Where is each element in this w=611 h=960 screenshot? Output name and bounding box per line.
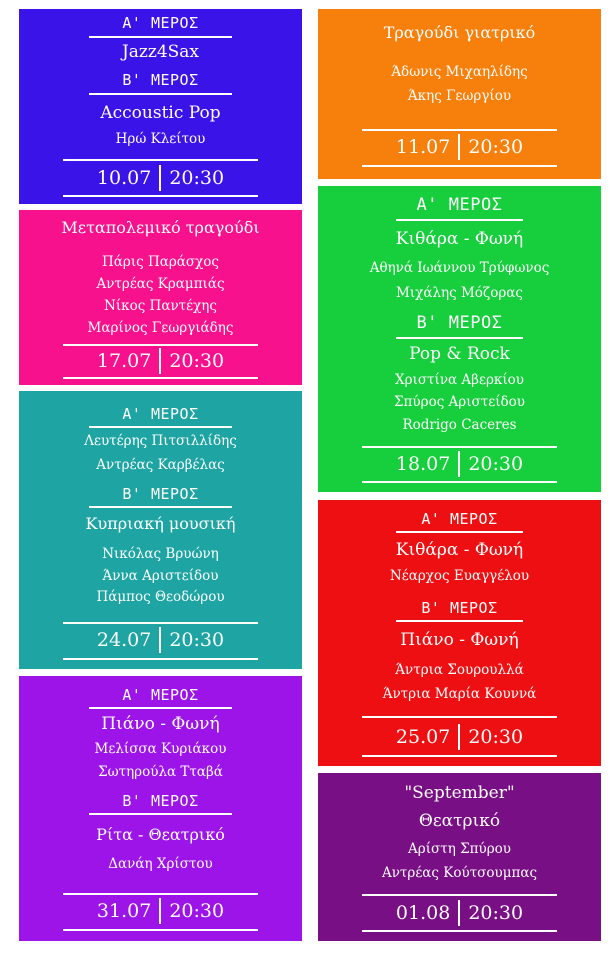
- event-date: 17.07: [96, 350, 152, 372]
- event-card-24-07: [19, 391, 302, 669]
- part-a-title: Jazz4Sax: [121, 42, 200, 62]
- event-title: Μεταπολεμικό τραγούδι: [61, 218, 260, 237]
- part-a-label: Α' ΜΕΡΟΣ: [122, 686, 199, 704]
- event-time: 20:30: [169, 350, 225, 372]
- event-time: 20:30: [169, 900, 225, 922]
- date-time: [19, 165, 302, 191]
- performer: Αρίστη Σπύρου: [408, 841, 511, 857]
- part-b-label: Β' ΜΕΡΟΣ: [122, 485, 199, 503]
- event-card-31-07: [19, 676, 302, 941]
- part-a-title: Κιθάρα - Φωνή: [395, 540, 524, 560]
- event-time: 20:30: [468, 902, 524, 924]
- part-a-label: Α' ΜΕΡΟΣ: [122, 14, 199, 32]
- performer: Νικόλας Βρυώνη: [102, 546, 219, 562]
- performer: Σπύρος Αριστείδου: [394, 394, 525, 410]
- part-b-label: Β' ΜΕΡΟΣ: [122, 792, 199, 810]
- event-date: 11.07: [395, 136, 451, 158]
- event-title: Τραγούδι γιατρικό: [383, 23, 536, 42]
- part-b-title: Κυπριακή μουσική: [85, 514, 236, 533]
- part-b-label: Β' ΜΕΡΟΣ: [416, 313, 503, 333]
- performer: Άννα Αριστείδου: [102, 568, 219, 584]
- performer: Rodrigo Caceres: [402, 417, 517, 433]
- performer: Ηρώ Κλείτου: [115, 131, 206, 147]
- event-time: 20:30: [468, 726, 524, 748]
- event-date: 01.08: [395, 902, 451, 924]
- date-time: [19, 898, 302, 924]
- date-time: [318, 900, 601, 926]
- date-time: [318, 724, 601, 750]
- performer: Αντρέας Κούτσουμπας: [381, 865, 538, 881]
- performer: Άκης Γεωργίου: [407, 88, 512, 104]
- event-time: 20:30: [468, 453, 524, 475]
- performer: Πάρις Παράσχος: [102, 254, 219, 270]
- performer: Μαρίνος Γεωργιάδης: [87, 320, 234, 336]
- event-date: 24.07: [96, 629, 152, 651]
- event-date: 25.07: [395, 726, 451, 748]
- performer: Άντρια Μαρία Κουννά: [382, 686, 537, 702]
- performer: Νέαρχος Ευαγγέλου: [389, 568, 530, 584]
- part-b-label: Β' ΜΕΡΟΣ: [122, 71, 199, 89]
- date-time: [318, 134, 601, 160]
- event-time: 20:30: [468, 136, 524, 158]
- part-b-label: Β' ΜΕΡΟΣ: [421, 599, 498, 617]
- performer: Άδωνις Μιχαηλίδης: [391, 64, 528, 80]
- part-a-title: Κιθάρα - Φωνή: [395, 229, 524, 249]
- date-time: [19, 348, 302, 374]
- event-card-10-07: [19, 9, 302, 204]
- performer: Αντρέας Καρβέλας: [96, 457, 225, 473]
- part-a-label: Α' ΜΕΡΟΣ: [122, 405, 199, 423]
- part-b-title: Pop & Rock: [409, 344, 510, 364]
- event-card-18-07: [318, 186, 601, 492]
- event-card-11-07: [318, 9, 601, 179]
- performer: Μιχάλης Μόζορας: [396, 285, 523, 301]
- performer: Μελίσσα Κυριάκου: [94, 741, 227, 757]
- part-a-label: Α' ΜΕΡΟΣ: [416, 195, 503, 215]
- date-time: [318, 451, 601, 477]
- date-time: [19, 627, 302, 653]
- event-date: 10.07: [96, 167, 152, 189]
- event-subtitle: Θεατρικό: [418, 811, 501, 831]
- part-b-title: Accoustic Pop: [100, 103, 221, 123]
- performer: Λευτέρης Πιτσιλλίδης: [84, 433, 237, 449]
- part-b-title: Ρίτα - Θεατρικό: [96, 825, 225, 844]
- event-title: "September": [404, 783, 515, 803]
- performer: Αθηνά Ιωάννου Τρύφωνος: [369, 260, 550, 276]
- event-card-17-07: [19, 210, 302, 385]
- event-date: 31.07: [96, 900, 152, 922]
- part-a-label: Α' ΜΕΡΟΣ: [421, 510, 498, 528]
- performer: Αντρέας Κραμπιάς: [96, 276, 225, 292]
- part-a-title: Πιάνο - Φωνή: [101, 714, 220, 734]
- event-time: 20:30: [169, 167, 225, 189]
- event-card-01-08: [318, 773, 601, 941]
- performer: Άντρια Σουρουλλά: [395, 662, 524, 678]
- performer: Πάμπος Θεοδώρου: [96, 589, 225, 605]
- event-date: 18.07: [395, 453, 451, 475]
- performer: Σωτηρούλα Τταβά: [98, 764, 223, 780]
- part-b-title: Πιάνο - Φωνή: [400, 630, 519, 650]
- event-card-25-07: [318, 500, 601, 766]
- performer: Χριστίνα Αβερκίου: [395, 372, 524, 388]
- performer: Δανάη Χρίστου: [108, 856, 213, 872]
- performer: Νίκος Παντέχης: [104, 298, 217, 314]
- event-time: 20:30: [169, 629, 225, 651]
